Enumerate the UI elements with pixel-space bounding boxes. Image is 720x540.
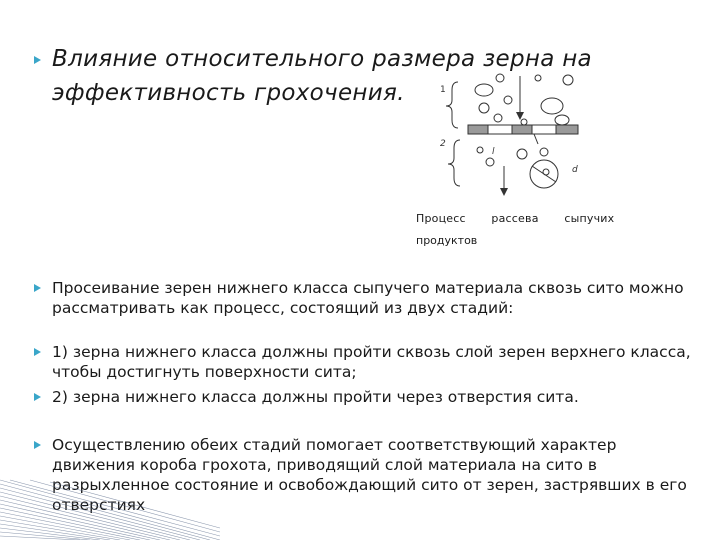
particle bbox=[504, 96, 512, 104]
brace-lower bbox=[448, 140, 460, 186]
bullet-icon bbox=[34, 284, 41, 292]
corner-decoration bbox=[0, 440, 220, 540]
label-2: 2 bbox=[440, 139, 446, 149]
bullet-icon bbox=[34, 348, 41, 356]
label-1: 1 bbox=[440, 85, 446, 95]
particle bbox=[479, 103, 489, 113]
bullet-text: Осуществлению обеих стадий помогает соответствующий характер движения короба грохота, приводящий слой материала на сито в разрыхленное состояние и освобождающий сито от зерен, застрявших в его отверстиях bbox=[52, 436, 687, 514]
sieve-segment bbox=[556, 125, 578, 134]
particle bbox=[540, 148, 548, 156]
particle bbox=[496, 74, 504, 82]
particle bbox=[521, 119, 527, 125]
particle bbox=[486, 158, 494, 166]
diagram-caption bbox=[416, 208, 614, 252]
bullet-text: Просеивание зерен нижнего класса сыпучего материала сквозь сито можно рассматривать как процесс, состоящий из двух стадий: bbox=[52, 279, 684, 317]
particle bbox=[563, 75, 573, 85]
particle bbox=[494, 114, 502, 122]
particle bbox=[477, 147, 483, 153]
particle bbox=[517, 149, 527, 159]
bullet-text: 2) зерна нижнего класса должны пройти через отверстия сита. bbox=[52, 388, 579, 406]
particle bbox=[475, 84, 493, 96]
caption-line-1: Процесс рассева сыпучих bbox=[416, 212, 615, 225]
arrow-shaft bbox=[534, 134, 538, 144]
caption-line-2: продуктов bbox=[416, 234, 478, 247]
diameter-line bbox=[532, 166, 556, 182]
bullet-text: 1) зерна нижнего класса должны пройти сквозь слой зерен верхнего класса, чтобы достигнуть поверхности сита; bbox=[52, 343, 691, 381]
brace-upper bbox=[446, 82, 458, 128]
bullet-icon bbox=[34, 393, 41, 401]
sieve-segment bbox=[468, 125, 488, 134]
sieve-segment bbox=[512, 125, 532, 134]
particle bbox=[541, 98, 563, 114]
arrow-head bbox=[500, 188, 508, 196]
title-bullet-icon bbox=[34, 56, 41, 64]
label-d: d bbox=[572, 165, 578, 175]
slide-title: Влияние относительного размера зерна на эффективность грохочения. bbox=[52, 46, 600, 106]
label-l: l bbox=[492, 147, 495, 157]
particle bbox=[555, 115, 569, 125]
particle bbox=[535, 75, 541, 81]
